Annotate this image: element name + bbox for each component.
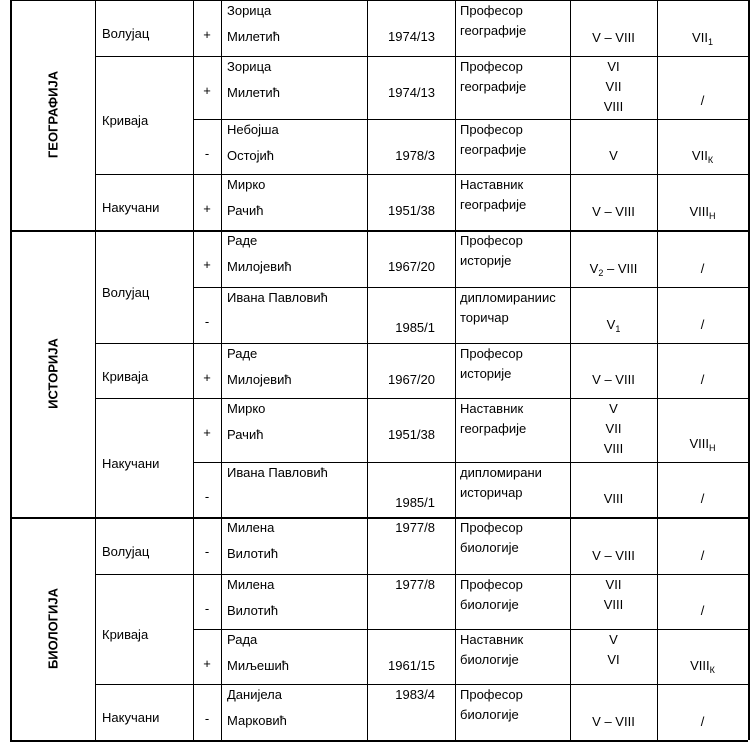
- column-divider: [455, 0, 456, 230]
- qualification-line: Наставник: [460, 401, 524, 416]
- qualification-line: Професор: [460, 3, 523, 18]
- column-divider: [95, 517, 96, 740]
- row-divider: [95, 56, 748, 57]
- grade-range: VIII: [603, 441, 624, 456]
- qualification-line: географије: [460, 197, 527, 212]
- norm-value: /: [700, 491, 705, 506]
- school-name: Криваја: [102, 113, 149, 128]
- license-number: 1978/3: [395, 148, 435, 163]
- teacher-first-name: Небојша: [227, 122, 279, 137]
- school-name: Волујац: [102, 543, 150, 559]
- qualification-line: Професор: [460, 577, 523, 592]
- qualification-line: дипломираниис: [460, 290, 556, 305]
- row-divider: [193, 462, 748, 463]
- plus-minus-sign: -: [204, 711, 210, 726]
- grade-range: $V_2$ – VIII: [589, 261, 638, 278]
- column-divider: [95, 230, 96, 517]
- school-name: Криваја: [102, 627, 149, 642]
- plus-minus-sign: +: [203, 656, 211, 671]
- norm-value: $VIII_К$: [690, 658, 715, 675]
- grade-range: VI: [607, 652, 620, 667]
- qualification-line: биологије: [460, 597, 519, 612]
- teacher-first-name: Милена: [227, 520, 275, 535]
- grade-range: V – VIII: [592, 372, 635, 387]
- teacher-last-name: Остојић: [227, 148, 275, 163]
- qualification-line: Професор: [460, 122, 523, 137]
- norm-subscript: Н: [709, 443, 716, 453]
- qualification-line: торичар: [460, 310, 509, 325]
- teacher-first-name: Мирко: [227, 401, 266, 416]
- norm-value: $VIII_Н$: [689, 436, 716, 453]
- row-divider: [193, 629, 748, 630]
- license-number: 1983/4: [395, 687, 435, 702]
- row-divider: [193, 287, 748, 288]
- teacher-first-name: Милена: [227, 577, 275, 592]
- teacher-last-name: Милојевић: [227, 259, 292, 274]
- teacher-first-name: Раде: [227, 346, 258, 361]
- qualification-line: Наставник: [460, 177, 524, 192]
- license-number: 1967/20: [388, 259, 435, 274]
- qualification-line: Наставник: [460, 632, 524, 647]
- plus-minus-sign: -: [204, 314, 210, 329]
- qualification-line: географије: [460, 142, 527, 157]
- plus-minus-sign: -: [204, 489, 210, 504]
- norm-subscript: Н: [709, 211, 716, 221]
- grade-range: VII: [605, 79, 622, 94]
- teacher-last-name: Милетић: [227, 85, 280, 100]
- row-divider: [95, 684, 748, 685]
- row-divider: [193, 119, 748, 120]
- subject-label: ГЕОГРАФИЈА: [45, 70, 60, 159]
- grade-range: V – VIII: [592, 30, 635, 45]
- teacher-last-name: Миљешић: [227, 658, 290, 673]
- norm-value: $VIII_Н$: [689, 204, 716, 221]
- license-number: 1974/13: [388, 29, 435, 44]
- norm-value: /: [700, 714, 705, 729]
- row-divider: [10, 230, 748, 232]
- school-name: Накучани: [102, 710, 160, 725]
- teacher-first-name: Ивана Павловић: [227, 465, 328, 480]
- teacher-first-name: Зорица: [227, 3, 272, 18]
- license-number: 1977/8: [395, 520, 435, 535]
- grade-range: V: [609, 632, 618, 647]
- grade-range: VI: [607, 59, 620, 74]
- grade-range: VII: [605, 577, 622, 592]
- subject-label: БИОЛОГИЈА: [45, 587, 60, 669]
- plus-minus-sign: -: [204, 146, 210, 161]
- teacher-first-name: Мирко: [227, 177, 266, 192]
- qualification-line: историје: [460, 253, 512, 268]
- norm-subscript: К: [707, 155, 714, 165]
- school-name: Накучани: [102, 455, 160, 471]
- grade-range: V – VIII: [592, 204, 635, 219]
- row-divider: [10, 0, 748, 1]
- norm-subscript: 1: [707, 37, 713, 47]
- teacher-first-name: Раде: [227, 233, 258, 248]
- teacher-last-name: Вилотић: [227, 603, 279, 618]
- column-divider: [10, 0, 12, 230]
- norm-value: $VII_1$: [692, 30, 713, 47]
- teacher-last-name: Марковић: [227, 713, 287, 728]
- plus-minus-sign: +: [203, 425, 211, 440]
- row-divider: [95, 574, 748, 575]
- school-name: Волујац: [102, 26, 150, 41]
- teacher-last-name: Вилотић: [227, 546, 279, 561]
- qualification-line: Професор: [460, 520, 523, 535]
- plus-minus-sign: +: [203, 27, 211, 42]
- teacher-first-name: Ивана Павловић: [227, 290, 328, 305]
- grade-range: VIII: [603, 99, 624, 114]
- qualification-line: биологије: [460, 652, 519, 667]
- norm-value: /: [700, 548, 705, 563]
- grade-range: $V_1$: [606, 317, 621, 334]
- norm-value: /: [700, 261, 705, 276]
- subject-label: ИСТОРИЈА: [45, 337, 60, 409]
- norm-value: $VII_К$: [691, 148, 714, 165]
- grade-range: V: [609, 401, 618, 416]
- teacher-first-name: Данијела: [227, 687, 282, 702]
- qualification-line: Професор: [460, 346, 523, 361]
- column-divider: [10, 517, 12, 740]
- row-divider: [10, 517, 748, 519]
- qualification-line: биологије: [460, 540, 519, 555]
- norm-subscript: К: [709, 665, 715, 675]
- qualification-line: географије: [460, 421, 527, 436]
- row-divider: [95, 398, 748, 399]
- teacher-first-name: Зорица: [227, 59, 272, 74]
- norm-value: /: [700, 372, 705, 387]
- norm-value: /: [700, 603, 705, 618]
- qualification-line: дипломирани: [460, 465, 542, 480]
- plus-minus-sign: -: [204, 601, 210, 616]
- license-number: 1974/13: [388, 85, 435, 100]
- license-number: 1967/20: [388, 372, 435, 387]
- teacher-last-name: Милетић: [227, 29, 280, 44]
- row-divider: [95, 343, 748, 344]
- qualification-line: биологије: [460, 707, 519, 722]
- qualification-line: Професор: [460, 59, 523, 74]
- qualification-line: историчар: [460, 485, 523, 500]
- qualification-line: географије: [460, 23, 527, 38]
- teacher-last-name: Милојевић: [227, 372, 292, 387]
- qualification-line: Професор: [460, 233, 523, 248]
- teacher-first-name: Рада: [227, 632, 258, 647]
- school-name: Накучани: [102, 200, 160, 215]
- row-divider: [95, 174, 748, 175]
- column-divider: [10, 230, 12, 517]
- school-name: Волујац: [102, 284, 150, 300]
- grade-range: VIII: [603, 491, 624, 506]
- column-divider: [95, 0, 96, 230]
- qualification-line: Професор: [460, 687, 523, 702]
- norm-value: /: [700, 317, 705, 332]
- license-number: 1951/38: [388, 203, 435, 218]
- qualification-line: географије: [460, 79, 527, 94]
- qualification-line: историје: [460, 366, 512, 381]
- license-number: 1977/8: [395, 577, 435, 592]
- teacher-last-name: Рачић: [227, 427, 264, 442]
- plus-minus-sign: +: [203, 201, 211, 216]
- grade-range: V – VIII: [592, 548, 635, 563]
- license-number: 1985/1: [395, 320, 435, 335]
- plus-minus-sign: +: [203, 257, 211, 272]
- grade-range: VIII: [603, 597, 624, 612]
- plus-minus-sign: -: [204, 544, 210, 559]
- plus-minus-sign: +: [203, 370, 211, 385]
- teacher-last-name: Рачић: [227, 203, 264, 218]
- license-number: 1985/1: [395, 495, 435, 510]
- grade-range: VII: [605, 421, 622, 436]
- column-divider: [455, 230, 456, 517]
- school-name: Криваја: [102, 368, 149, 384]
- norm-value: /: [700, 93, 705, 108]
- grade-range: V: [609, 148, 618, 163]
- plus-minus-sign: +: [203, 83, 211, 98]
- grade-range: V – VIII: [592, 714, 635, 729]
- license-number: 1961/15: [388, 658, 435, 673]
- license-number: 1951/38: [388, 427, 435, 442]
